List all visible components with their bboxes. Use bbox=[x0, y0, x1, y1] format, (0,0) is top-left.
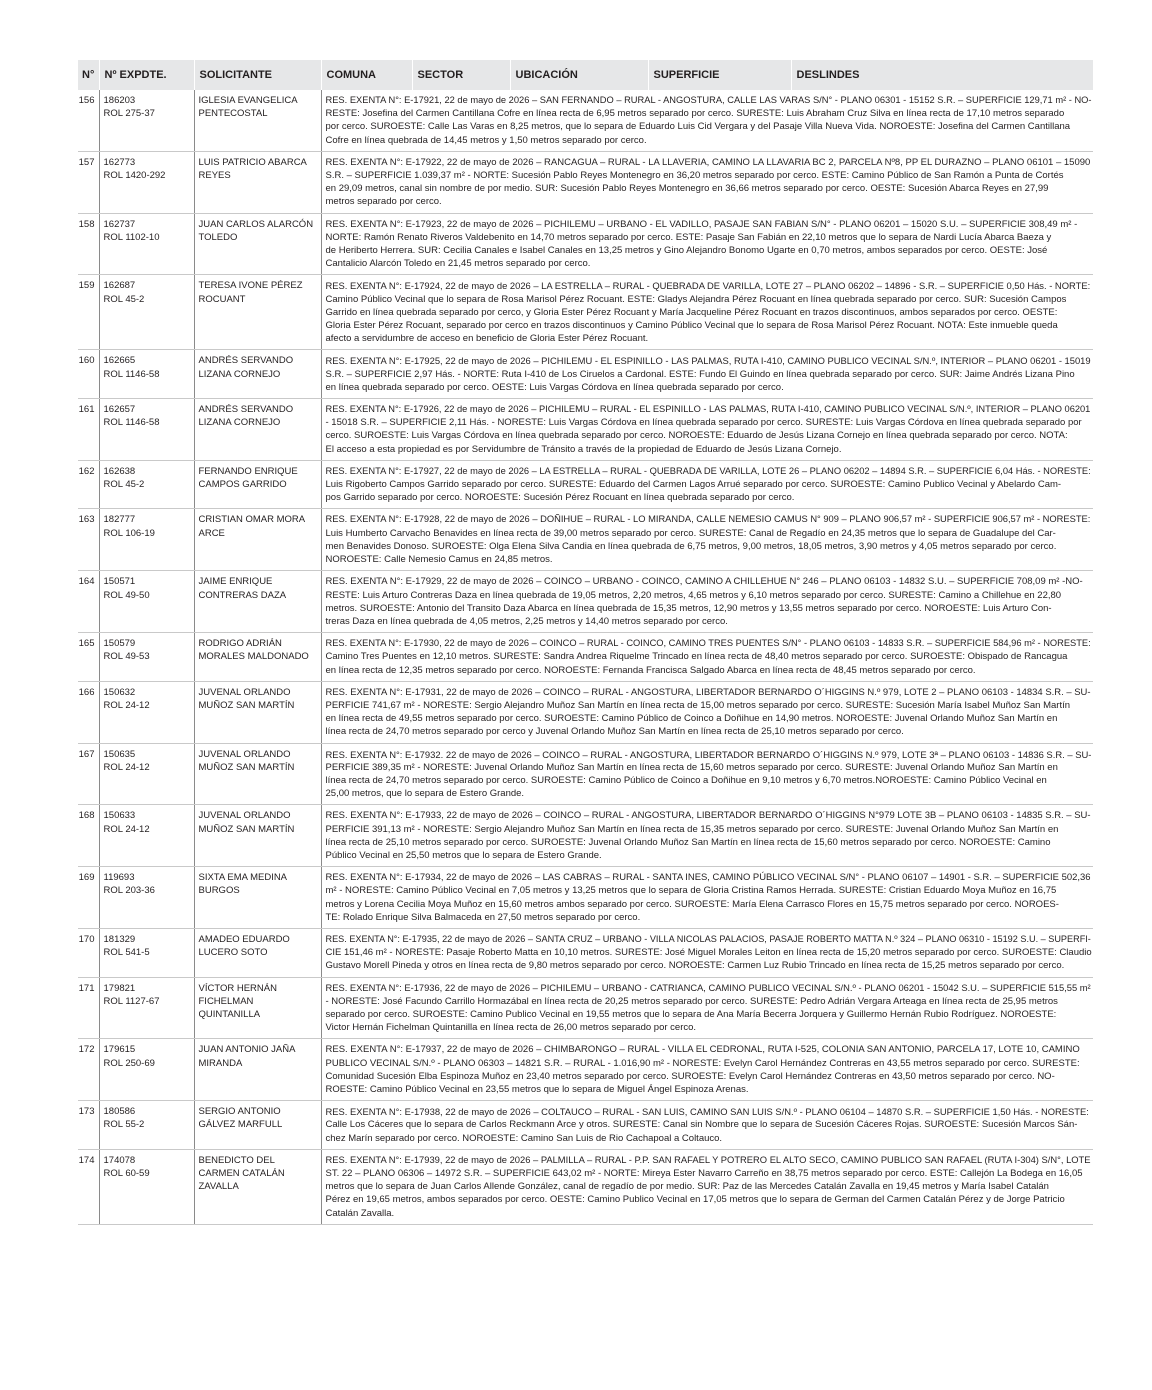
row-number: 167 bbox=[78, 743, 99, 805]
description-line: Comunidad Sucesión Elba Espinoza Muñoz en 23,40 metros separado por cerco. SUROESTE: Evelyn Carol Hernández Contreras en 43,50 metros separado por cerco. NO- bbox=[325, 1070, 1055, 1082]
expediente-cell bbox=[99, 633, 194, 682]
description-line: RES. EXENTA N°: E-17933, 22 de mayo de 2026 – COINCO – RURAL - ANGOSTURA, LIBERTADOR BERNARDO O´HIGGINS N°979 LOTE 3B – PLANO 06103 - 14835 S.R. – SU- bbox=[325, 810, 1091, 822]
expediente-number: 162657 bbox=[103, 404, 136, 416]
description-line: RESTE: Josefina del Carmen Cantillana Cofre en línea recta de 6,95 metros separado por cerco. SURESTE: Luis Abraham Cruz Silva en línea recta de 17,10 metros separado bbox=[325, 108, 1065, 120]
expediente-cell bbox=[99, 867, 194, 929]
solicitante-cell bbox=[194, 743, 321, 805]
resolution-description bbox=[321, 805, 1093, 867]
header-comuna: COMUNA bbox=[321, 60, 412, 90]
solicitante-cell bbox=[194, 509, 321, 571]
description-line: Catalán Zavalla. bbox=[325, 1207, 395, 1219]
solicitante-cell bbox=[194, 633, 321, 682]
description-line: Gustavo Morell Pineda y otros en línea recta de 9,80 metros separado por cerco. NOROESTE: Carmen Luz Rubio Trincado en línea recta de 15,25 metros separado por cerco. bbox=[325, 960, 1065, 972]
table-row bbox=[78, 90, 1093, 151]
solicitante-cell bbox=[194, 571, 321, 633]
description-line: Cofre en línea quebrada de 14,45 metros y 1,50 metros separado por cerco. bbox=[325, 134, 647, 146]
solicitante-cell bbox=[194, 399, 321, 461]
expediente-number: 150633 bbox=[103, 810, 136, 822]
expediente-number: 162737 bbox=[103, 218, 136, 230]
table-row bbox=[78, 805, 1093, 867]
solicitante-name-line: CARMEN CATALÁN bbox=[198, 1168, 285, 1180]
solicitante-name-line: GÁLVEZ MARFULL bbox=[198, 1119, 283, 1131]
expediente-cell bbox=[99, 928, 194, 977]
row-number: 170 bbox=[78, 928, 99, 977]
rol-number: ROL 24-12 bbox=[103, 823, 150, 835]
row-number: 171 bbox=[78, 977, 99, 1039]
description-line: PERFICIE 741,67 m² - NORESTE: Sergio Alejandro Muñoz San Martín en línea recta de 15,00 metros separado por cerco. SURESTE: Sucesión María Isabel Muñoz San Martín bbox=[325, 699, 1071, 711]
description-line: RES. EXENTA N°: E-17926, 22 de mayo de 2026 – PICHILEMU – RURAL - EL ESPINILLO - LAS PALMAS, RUTA I-410, CAMINO PUBLICO VECINAL S/N.º, INTERIOR – PLANO 06201 bbox=[325, 404, 1091, 415]
rol-number: ROL 60-59 bbox=[103, 1168, 150, 1180]
description-line: men Benavides Donoso. SUROESTE: Olga Elena Silva Candia en línea quebrada de 6,75 metros, 9,00 metros, 18,05 metros, 3,90 metros y 4,05 metros separado por cerco. bbox=[325, 540, 1057, 552]
rol-number: ROL 541-5 bbox=[103, 947, 150, 959]
description-line: RES. EXENTA N°: E-17935, 22 de mayo de 2026 – SANTA CRUZ – URBANO - VILLA NICOLAS PALACIOS, PASAJE ROBERTO MATTA N.º 324 – PLANO 06310 - 15192 S.U. – SUPERFI- bbox=[325, 933, 1091, 944]
solicitante-name-line: JUVENAL ORLANDO bbox=[198, 810, 291, 822]
rol-number: ROL 24-12 bbox=[103, 699, 150, 711]
table-body bbox=[78, 90, 1093, 1224]
description-line: RES. EXENTA N°: E-17930, 22 de mayo de 2026 – COINCO – RURAL - COINCO, CAMINO TRES PUENTES S/N° - PLANO 06103 - 14833 S.R. – SUPERFICIE 584,96 m² - NORESTE: bbox=[325, 638, 1091, 649]
solicitante-name-line: CONTRERAS DAZA bbox=[198, 589, 287, 601]
solicitante-name-line: JUAN CARLOS ALARCÓN bbox=[198, 218, 314, 230]
rol-number: ROL 1102-10 bbox=[103, 231, 160, 243]
solicitante-name-line: TERESA IVONE PÉREZ bbox=[198, 280, 303, 292]
description-line: RES. EXENTA N°: E-17927, 22 de mayo de 2026 – LA ESTRELLA – RURAL - QUEBRADA DE VARILLA, LOTE 26 – PLANO 06202 – 14894 S.R. – SUPERFICIE 6,04 Hás. - NORESTE: bbox=[325, 465, 1091, 476]
solicitante-cell bbox=[194, 213, 321, 275]
description-line: RES. EXENTA N°: E-17934, 22 de mayo de 2026 – LAS CABRAS – RURAL - SANTA INES, CAMINO PÚBLICO VECINAL S/N° - PLANO 06107 – 14901 - S.R. – SUPERFICIE 502,36 bbox=[325, 872, 1091, 884]
row-number: 169 bbox=[78, 867, 99, 929]
header-sector: SECTOR bbox=[412, 60, 510, 90]
row-number: 173 bbox=[78, 1101, 99, 1150]
description-line: Luis Rigoberto Campos Garrido separado por cerco. SURESTE: Eduardo del Carmen Lagos Arrué separado por cerco. SUROESTE: Camino Publico Vecinal y Abelardo Cam- bbox=[325, 479, 1062, 491]
solicitante-name-line: JUVENAL ORLANDO bbox=[198, 686, 291, 698]
solicitante-name-line: LUIS PATRICIO ABARCA bbox=[198, 156, 307, 168]
description-line: chez Marín separado por cerco. NOROESTE: Camino San Luis de Rio Cachapoal a Coltauco. bbox=[325, 1132, 723, 1144]
expediente-number: 150579 bbox=[103, 638, 136, 650]
rol-number: ROL 106-19 bbox=[103, 527, 155, 539]
expediente-number: 162638 bbox=[103, 465, 136, 477]
description-line: RES. EXENTA N°: E-17931, 22 de mayo de 2026 – COINCO – RURAL - ANGOSTURA, LIBERTADOR BERNARDO O´HIGGINS N.º 979, LOTE 2 – PLANO 06103 - 14834 S.R. – SU- bbox=[325, 686, 1091, 698]
rol-number: ROL 45-2 bbox=[103, 479, 145, 491]
registry-table bbox=[78, 60, 1093, 1225]
description-line: RESTE: Luis Arturo Contreras Daza en línea quebrada de 19,05 metros, 2,20 metros, 4,65 metros y 6,10 metros separado por cerco. SURESTE: Camino a Chillehue en 22,80 bbox=[325, 589, 1062, 601]
solicitante-name-line: RODRIGO ADRIÁN bbox=[198, 638, 282, 650]
solicitante-name-line: SERGIO ANTONIO bbox=[198, 1106, 281, 1118]
resolution-description bbox=[321, 743, 1093, 805]
description-line: RES. EXENTA N°: E-17921, 22 de mayo de 2026 – SAN FERNANDO – RURAL - ANGOSTURA, CALLE LAS VARAS S/N° - PLANO 06301 - 15152 S.R. – SUPERFICIE 129,71 m² - NO- bbox=[325, 95, 1092, 105]
rol-number: ROL 49-50 bbox=[103, 589, 150, 601]
solicitante-name-line: TOLEDO bbox=[198, 231, 238, 243]
description-line: Camino Público Vecinal que lo separa de Rosa Marisol Pérez Rocuant. ESTE: Gladys Alejandra Pérez Rocuant en línea quebrada separado por cerco. SUR: Sucesión Campos bbox=[325, 293, 1067, 305]
solicitante-cell bbox=[194, 350, 321, 399]
solicitante-cell bbox=[194, 1149, 321, 1224]
table-row bbox=[78, 681, 1093, 743]
description-line: en línea recta de 12,35 metros separado por cerco. NOROESTE: Fernanda Francisca Salgado Abarca en línea recta de 48,45 metros separado por cerco. bbox=[325, 664, 976, 676]
description-line: metros que lo separa de Juan Carlos Allende González, canal de regadío de por medio. SUR: Paz de las Mercedes Catalán Zavalla en 19,45 metros y María Isabel Catalán bbox=[325, 1181, 1049, 1193]
expediente-cell bbox=[99, 1101, 194, 1150]
solicitante-name-line: MORALES MALDONADO bbox=[198, 651, 309, 663]
table-row bbox=[78, 867, 1093, 929]
row-number: 162 bbox=[78, 460, 99, 509]
table-row bbox=[78, 1101, 1093, 1150]
solicitante-name-line: ARCE bbox=[198, 527, 225, 539]
expediente-cell bbox=[99, 460, 194, 509]
expediente-cell bbox=[99, 743, 194, 805]
row-number: 157 bbox=[78, 151, 99, 213]
resolution-description bbox=[321, 633, 1093, 682]
solicitante-cell bbox=[194, 460, 321, 509]
solicitante-cell bbox=[194, 977, 321, 1039]
expediente-cell bbox=[99, 509, 194, 571]
description-line: PERFICIE 391,13 m² - NORESTE: Sergio Alejandro Muñoz San Martín en línea recta de 15,35 metros separado por cerco. SURESTE: Juvenal Orlando Muñoz San Martín en bbox=[325, 823, 1059, 835]
expediente-number: 180586 bbox=[103, 1106, 136, 1118]
row-number: 156 bbox=[78, 90, 99, 151]
expediente-cell bbox=[99, 681, 194, 743]
expediente-number: 174078 bbox=[103, 1154, 136, 1166]
solicitante-name-line: JAIME ENRIQUE bbox=[198, 576, 273, 588]
header-ubicacion: UBICACIÓN bbox=[510, 60, 648, 90]
header-n: N° bbox=[78, 60, 99, 90]
table-row bbox=[78, 213, 1093, 275]
expediente-cell bbox=[99, 1039, 194, 1101]
solicitante-name-line: ROCUANT bbox=[198, 293, 246, 305]
description-line: 25,00 metros, que lo separa de Estero Grande. bbox=[325, 788, 525, 800]
solicitante-name-line: IGLESIA EVANGELICA bbox=[198, 95, 298, 106]
solicitante-cell bbox=[194, 1039, 321, 1101]
row-number: 165 bbox=[78, 633, 99, 682]
header-superficie: SUPERFICIE bbox=[648, 60, 791, 90]
solicitante-cell bbox=[194, 1101, 321, 1150]
description-line: metros separado por cerco. bbox=[325, 196, 442, 208]
description-line: en 29,09 metros, canal sin nombre de por medio. SUR: Sucesión Pablo Reyes Montenegro en 36,66 metros separado por cerco. OESTE: Sucesión Abarca Reyes en 27,99 bbox=[325, 183, 1049, 195]
description-line: Garrido en línea quebrada separado por cerco, y Gloria Ester Pérez Rocuant y María Jacqueline Pérez Rocuant en trazos discontinuos, ambos separados por cerco. OESTE: bbox=[325, 306, 1058, 318]
header-expdte: Nº EXPDTE. bbox=[99, 60, 194, 90]
table-row bbox=[78, 509, 1093, 571]
description-line: metros. SUROESTE: Antonio del Transito Daza Abarca en línea quebrada de 15,35 metros, 12,90 metros y 13,55 metros separado por cerco. NOROESTE: Luis Arturo Con- bbox=[325, 602, 1052, 614]
description-line: RES. EXENTA N°: E-17936, 22 de mayo de 2026 – PICHILEMU – URBANO - CATRIANCA, CAMINO PUBLICO VECINAL S/N.º - PLANO 06201 - 15042 S.U. – SUPERFICIE 515,55 m² bbox=[325, 982, 1091, 993]
description-line: separado por cerco. SUROESTE: Camino Publico Vecinal en 19,55 metros que lo separa de Ana María Becerra Jorquera y Guillermo Hernán Rubio Rodríguez. NOROESTE: bbox=[325, 1008, 1057, 1020]
expediente-cell bbox=[99, 399, 194, 461]
description-line: Camino Tres Puentes en 12,10 metros. SURESTE: Sandra Andrea Riquelme Trincado en línea recta de 48,40 metros separado por cerco. SUROESTE: Obispado de Rancagua bbox=[325, 651, 1068, 663]
table-row bbox=[78, 1149, 1093, 1224]
header-deslindes: DESLINDES bbox=[791, 60, 1093, 90]
description-line: Calle Los Cáceres que lo separa de Carlos Reckmann Arce y otros. SURESTE: Canal sin Nombre que lo separa de Sucesión Cáceres Rojas. SUROESTE: Sucesión Marcos Sán- bbox=[325, 1119, 1078, 1131]
description-line: ST. 22 – PLANO 06306 – 14972 S.R. – SUPERFICIE 643,02 m² - NORTE: Mireya Ester Navarro Carreño en 38,75 metros separado por cerco. ESTE: Callejón La Bodega en 16,05 bbox=[325, 1168, 1083, 1180]
solicitante-name-line: BENEDICTO DEL bbox=[198, 1154, 275, 1166]
resolution-description bbox=[321, 867, 1093, 929]
solicitante-name-line: QUINTANILLA bbox=[198, 1008, 261, 1020]
row-number: 160 bbox=[78, 350, 99, 399]
description-line: RES. EXENTA N°: E-17922, 22 de mayo de 2026 – RANCAGUA – RURAL - LA LLAVERIA, CAMINO LA LLAVARIA BC 2, PARCELA Nº8, PP EL DURAZNO – PLANO 06101 – 15090 bbox=[325, 156, 1091, 168]
rol-number: ROL 1146-58 bbox=[103, 368, 160, 380]
expediente-cell bbox=[99, 1149, 194, 1224]
description-line: Luis Humberto Carvacho Benavides en línea recta de 39,00 metros separado por cerco. SURESTE: Canal de Regadío en 24,35 metros que lo separa de Guadalupe del Car- bbox=[325, 527, 1056, 539]
description-line: - 15018 S.R. – SUPERFICIE 2,11 Hás. - NORESTE: Luis Vargas Córdova en línea quebrada separado por cerco. SURESTE: Luis Vargas Córdova en línea quebrada separado por bbox=[325, 417, 1082, 429]
description-line: Gloria Ester Pérez Rocuant, separado por cerco en trazos discontinuos y Camino Público Vecinal que lo separa de Rosa Marisol Pérez Rocuant. NOTA: Este inmueble queda bbox=[325, 320, 1058, 332]
rol-number: ROL 250-69 bbox=[103, 1057, 155, 1069]
expediente-number: 150635 bbox=[103, 748, 136, 760]
description-line: RES. EXENTA N°: E-17937, 22 de mayo de 2026 – CHIMBARONGO – RURAL - VILLA EL CEDRONAL, RUTA I-525, COLONIA SAN ANTONIO, PARCELA 17, LOTE 10, CAMINO bbox=[325, 1044, 1080, 1056]
description-line: RES. EXENTA N°: E-17923, 22 de mayo de 2026 – PICHILEMU – URBANO - EL VADILLO, PASAJE SAN FABIAN S/N° - PLANO 06201 – 15020 S.U. – SUPERFICIE 308,49 m² - bbox=[325, 218, 1078, 230]
rol-number: ROL 24-12 bbox=[103, 761, 150, 773]
description-line: pos Garrido separado por cerco. NOROESTE: Sucesión Pérez Rocuant en línea quebrada separado por cerco. bbox=[325, 492, 795, 504]
description-line: NORTE: Ramón Renato Riveros Valdebenito en 14,70 metros separado por cerco. ESTE: Pasaje San Fabián en 22,10 metros que lo separa de Nardi Lucía Abarca Baeza y bbox=[325, 231, 1052, 243]
description-line: Pérez en 19,65 metros, ambos separados por cerco. OESTE: Camino Publico Vecinal en 17,05 metros que lo separa de German del Carmen Catalán Pérez y de Jorge Patricio bbox=[325, 1194, 1065, 1206]
expediente-number: 179615 bbox=[103, 1044, 136, 1056]
table-row bbox=[78, 928, 1093, 977]
table-row bbox=[78, 571, 1093, 633]
solicitante-cell bbox=[194, 805, 321, 867]
resolution-description bbox=[321, 977, 1093, 1039]
solicitante-name-line: REYES bbox=[198, 170, 231, 182]
description-line: cerco. SUROESTE: Luis Vargas Córdova en línea quebrada separado por cerco. NOROESTE: Eduardo de Jesús Lizana Cornejo en línea quebrada separado por cerco. NOTA: bbox=[325, 430, 1068, 442]
table-row bbox=[78, 151, 1093, 213]
solicitante-name-line: FERNANDO ENRIQUE bbox=[198, 465, 298, 477]
expediente-number: 150571 bbox=[103, 576, 136, 588]
solicitante-name-line: AMADEO EDUARDO bbox=[198, 933, 290, 945]
solicitante-name-line: LIZANA CORNEJO bbox=[198, 368, 281, 380]
description-line: RES. EXENTA N°: E-17929, 22 de mayo de 2026 – COINCO – URBANO - COINCO, CAMINO A CHILLEHUE N° 246 – PLANO 06103 - 14832 S.U. – SUPERFICIE 708,09 m² -NO- bbox=[325, 576, 1083, 588]
description-line: treras Daza en línea quebrada de 4,05 metros, 2,25 metros y 14,40 metros separado por cerco. bbox=[325, 615, 728, 627]
resolution-description bbox=[321, 1039, 1093, 1101]
expediente-number: 162773 bbox=[103, 156, 136, 168]
expediente-number: 119693 bbox=[103, 872, 135, 884]
table-row bbox=[78, 633, 1093, 682]
solicitante-name-line: ANDRÉS SERVANDO bbox=[198, 355, 294, 367]
resolution-description bbox=[321, 460, 1093, 509]
description-line: RES. EXENTA N°: E-17938, 22 de mayo de 2026 – COLTAUCO – RURAL - SAN LUIS, CAMINO SAN LUIS S/N.º - PLANO 06104 – 14870 S.R. – SUPERFICIE 1,50 Hás. - NORESTE: bbox=[325, 1106, 1089, 1118]
description-line: en línea quebrada separado por cerco. OESTE: Luis Vargas Córdova en línea quebrada separado por cerco. bbox=[325, 381, 784, 393]
description-line: línea recta de 24,70 metros separado por cerco. SUROESTE: Camino Público de Coinco a Doñihue en 9,10 metros y 6,70 metros.NOROESTE: Camino Público Vecinal en bbox=[325, 774, 1047, 786]
solicitante-cell bbox=[194, 867, 321, 929]
solicitante-name-line: LIZANA CORNEJO bbox=[198, 417, 281, 429]
rol-number: ROL 49-53 bbox=[103, 651, 150, 663]
solicitante-cell bbox=[194, 275, 321, 350]
description-line: m² - NORESTE: Camino Público Vecinal en 7,05 metros y 13,25 metros que lo separa de Gloria Cristina Ramos Herrada. SURESTE: Cristian Eduardo Moya Muñoz en 16,75 bbox=[325, 885, 1057, 897]
solicitante-name-line: MIRANDA bbox=[198, 1057, 243, 1069]
row-number: 161 bbox=[78, 399, 99, 461]
solicitante-cell bbox=[194, 928, 321, 977]
table-row bbox=[78, 977, 1093, 1039]
resolution-description bbox=[321, 399, 1093, 461]
description-line: Cantalicio Alarcón Toledo en 21,45 metros separado por cerco. bbox=[325, 258, 591, 270]
description-line: en línea recta de 49,55 metros separado por cerco. SUROESTE: Camino Público de Coinco a Doñihue en 14,90 metros. NOROESTE: Juvenal Orlando Muñoz San Martín en bbox=[325, 713, 1058, 725]
description-line: por cerco. SUROESTE: Calle Las Varas en 8,25 metros, que lo separa de Eduardo Luis Cid Vergara y del Pasaje Villa Nueva Vida. NOROESTE: Josefina del Carmen Cantillana bbox=[325, 121, 1071, 133]
solicitante-name-line: PENTECOSTAL bbox=[198, 108, 268, 120]
resolution-description bbox=[321, 1149, 1093, 1224]
expediente-cell bbox=[99, 977, 194, 1039]
description-line: El acceso a esta propiedad es por Servidumbre de Tránsito a través de la propiedad de Eduardo de Jesús Lizana Cornejo. bbox=[325, 443, 842, 455]
solicitante-name-line: JUAN ANTONIO JAÑA bbox=[198, 1044, 296, 1056]
header-solicitante: SOLICITANTE bbox=[194, 60, 321, 90]
solicitante-name-line: SIXTA EMA MEDINA bbox=[198, 872, 288, 884]
description-line: RES. EXENTA N°: E-17939, 22 de mayo de 2026 – PALMILLA – RURAL - P.P. SAN RAFAEL Y POTRERO EL ALTO SECO, CAMINO PUBLICO SAN RAFAEL (RUTA I-304) S/N°, LOTE bbox=[325, 1154, 1091, 1165]
resolution-description bbox=[321, 509, 1093, 571]
table-row bbox=[78, 350, 1093, 399]
row-number: 159 bbox=[78, 275, 99, 350]
row-number: 166 bbox=[78, 681, 99, 743]
solicitante-name-line: CAMPOS GARRIDO bbox=[198, 479, 287, 491]
solicitante-cell bbox=[194, 681, 321, 743]
description-line: S.R. – SUPERFICIE 2,97 Hás. - NORTE: Ruta I-410 de Los Ciruelos a Cardonal. ESTE: Fundo El Guindo en línea quebrada separado por cerco. SUR: Jaime Andrés Lizana Pino bbox=[325, 368, 1075, 380]
expediente-number: 179821 bbox=[103, 982, 136, 994]
description-line: ROESTE: Camino Público Vecinal en 23,55 metros que lo separa de Miguel Ángel Espinoza Arenas. bbox=[325, 1084, 749, 1095]
solicitante-name-line: LUCERO SOTO bbox=[198, 947, 268, 959]
description-line: PERFICIE 389,35 m² - NORESTE: Juvenal Orlando Muñoz San Martín en línea recta de 15,60 metros separado por cerco. SURESTE: Juvenal Orlando Muñoz San Martín en bbox=[325, 761, 1058, 773]
description-line: PUBLICO VECINAL S/N.º - PLANO 06303 – 14821 S.R. – RURAL - 1.016,90 m² - NORESTE: Evelyn Carol Hernández Contreras en 43,55 metros separado por cerco. SURESTE: bbox=[325, 1057, 1080, 1069]
description-line: metros y Lorena Cecilia Moya Muñoz en 15,60 metros ambos separado por cerco. SUROESTE: María Elena Carrasco Flores en 15,75 metros separado por cerco. NOROES- bbox=[325, 898, 1059, 910]
resolution-description bbox=[321, 571, 1093, 633]
resolution-description bbox=[321, 350, 1093, 399]
row-number: 172 bbox=[78, 1039, 99, 1101]
solicitante-name-line: ANDRÉS SERVANDO bbox=[198, 404, 294, 416]
rol-number: ROL 1420-292 bbox=[103, 170, 166, 182]
description-line: afecto a servidumbre de acceso en beneficio de Gloria Ester Pérez Rocuant. bbox=[325, 333, 649, 345]
table-row bbox=[78, 275, 1093, 350]
expediente-number: 181329 bbox=[103, 933, 136, 945]
description-line: S.R. – SUPERFICIE 1.039,37 m² - NORTE: Sucesión Pablo Reyes Montenegro en 36,20 metros separado por cerco. ESTE: Camino Público de San Ramón a Punta de Cortés bbox=[325, 170, 1064, 182]
expediente-number: 182777 bbox=[103, 514, 136, 526]
document-page bbox=[78, 60, 1093, 1225]
rol-number: ROL 275-37 bbox=[103, 108, 155, 120]
description-line: línea recta de 24,70 metros separado por cerco y Juvenal Orlando Muñoz San Martín en línea recta de 25,10 metros separado por cerco. bbox=[325, 726, 904, 738]
expediente-number: 162665 bbox=[103, 355, 136, 367]
expediente-cell bbox=[99, 90, 194, 151]
solicitante-name-line: FICHELMAN bbox=[198, 995, 254, 1007]
description-line: RES. EXENTA N°: E-17925, 22 de mayo de 2026 – PICHILEMU - EL ESPINILLO - LAS PALMAS, RUTA I-410, CAMINO PUBLICO VECINAL S/N.º, INTERIOR – PLANO 06201 - 15019 bbox=[325, 355, 1091, 367]
expediente-cell bbox=[99, 805, 194, 867]
solicitante-name-line: MUÑOZ SAN MARTÍN bbox=[198, 699, 295, 711]
table-row bbox=[78, 399, 1093, 461]
description-line: NOROESTE: Calle Nemesio Camus en 24,85 metros. bbox=[325, 554, 553, 566]
row-number: 158 bbox=[78, 213, 99, 275]
solicitante-name-line: CRISTIAN OMAR MORA bbox=[198, 514, 306, 526]
row-number: 164 bbox=[78, 571, 99, 633]
description-line: de Heriberto Herrera. SUR: Cecilia Canales e Isabel Canales en 13,25 metros y Gino Alejandro Bonomo Ugarte en 0,70 metros, ambos separados por cerco. OESTE: José bbox=[325, 245, 1048, 257]
resolution-description bbox=[321, 90, 1093, 151]
solicitante-name-line: JUVENAL ORLANDO bbox=[198, 748, 291, 760]
description-line: Público Vecinal en 25,50 metros que lo separa de Estero Grande. bbox=[325, 849, 602, 861]
rol-number: ROL 55-2 bbox=[103, 1119, 145, 1131]
row-number: 174 bbox=[78, 1149, 99, 1224]
resolution-description bbox=[321, 1101, 1093, 1150]
description-line: RES. EXENTA N°: E-17928, 22 de mayo de 2026 – DOÑIHUE – RURAL - LO MIRANDA, CALLE NEMESIO CAMUS N° 909 – PLANO 906,57 m² - SUPERFICIE 906,57 m² - NORESTE: bbox=[325, 514, 1091, 525]
expediente-number: 150632 bbox=[103, 686, 136, 698]
description-line: CIE 151,46 m² - NORESTE: Pasaje Roberto Matta en 10,10 metros. SURESTE: José Miguel Morales Leiton en línea recta de 15,20 metros separado por cerco. SUROESTE: Claudio bbox=[325, 947, 1092, 959]
expediente-cell bbox=[99, 213, 194, 275]
description-line: RES. EXENTA N°: E-17932. 22 de mayo de 2026 – COINCO – RURAL - ANGOSTURA, LIBERTADOR BERNARDO O´HIGGINS N.º 979, LOTE 3ª – PLANO 06103 - 14836 S.R. – SU- bbox=[325, 748, 1092, 760]
description-line: - NORESTE: José Facundo Carrillo Hormazábal en línea recta de 20,25 metros separado por cerco. SURESTE: Pedro Adrián Vergara Arteaga en línea recta de 25,95 metros bbox=[325, 995, 1058, 1007]
solicitante-name-line: ZAVALLA bbox=[198, 1181, 239, 1193]
expediente-cell bbox=[99, 275, 194, 350]
rol-number: ROL 1146-58 bbox=[103, 417, 160, 429]
rol-number: ROL 1127-67 bbox=[103, 995, 160, 1007]
table-row bbox=[78, 1039, 1093, 1101]
expediente-cell bbox=[99, 571, 194, 633]
expediente-number: 186203 bbox=[103, 95, 136, 106]
resolution-description bbox=[321, 151, 1093, 213]
expediente-cell bbox=[99, 350, 194, 399]
rol-number: ROL 203-36 bbox=[103, 885, 155, 897]
resolution-description bbox=[321, 213, 1093, 275]
table-row bbox=[78, 460, 1093, 509]
solicitante-name-line: MUÑOZ SAN MARTÍN bbox=[198, 761, 295, 773]
row-number: 163 bbox=[78, 509, 99, 571]
description-line: Victor Hernán Fichelman Quintanilla en línea recta de 26,00 metros separado por cerco. bbox=[325, 1022, 697, 1034]
description-line: línea recta de 25,10 metros separado por cerco. SUROESTE: Juvenal Orlando Muñoz San Martín en línea recta de 15,60 metros separado por cerco. NOROESTE: Camino bbox=[325, 836, 1051, 848]
resolution-description bbox=[321, 681, 1093, 743]
table-header-row bbox=[78, 60, 1093, 90]
solicitante-cell bbox=[194, 90, 321, 151]
solicitante-cell bbox=[194, 151, 321, 213]
rol-number: ROL 45-2 bbox=[103, 293, 145, 305]
solicitante-name-line: MUÑOZ SAN MARTÍN bbox=[198, 823, 295, 835]
solicitante-name-line: BURGOS bbox=[198, 885, 240, 897]
expediente-number: 162687 bbox=[103, 280, 136, 292]
description-line: TE: Rolado Enrique Silva Balmaceda en 27,50 metros separado por cerco. bbox=[325, 911, 641, 923]
description-line: RES. EXENTA N°: E-17924, 22 de mayo de 2026 – LA ESTRELLA – RURAL - QUEBRADA DE VARILLA, LOTE 27 – PLANO 06202 – 14896 - S.R. – SUPERFICIE 0,50 Hás. - NORTE: bbox=[325, 280, 1091, 292]
resolution-description bbox=[321, 275, 1093, 350]
resolution-description bbox=[321, 928, 1093, 977]
solicitante-name-line: VÍCTOR HERNÁN bbox=[198, 982, 277, 994]
row-number: 168 bbox=[78, 805, 99, 867]
expediente-cell bbox=[99, 151, 194, 213]
table-row bbox=[78, 743, 1093, 805]
